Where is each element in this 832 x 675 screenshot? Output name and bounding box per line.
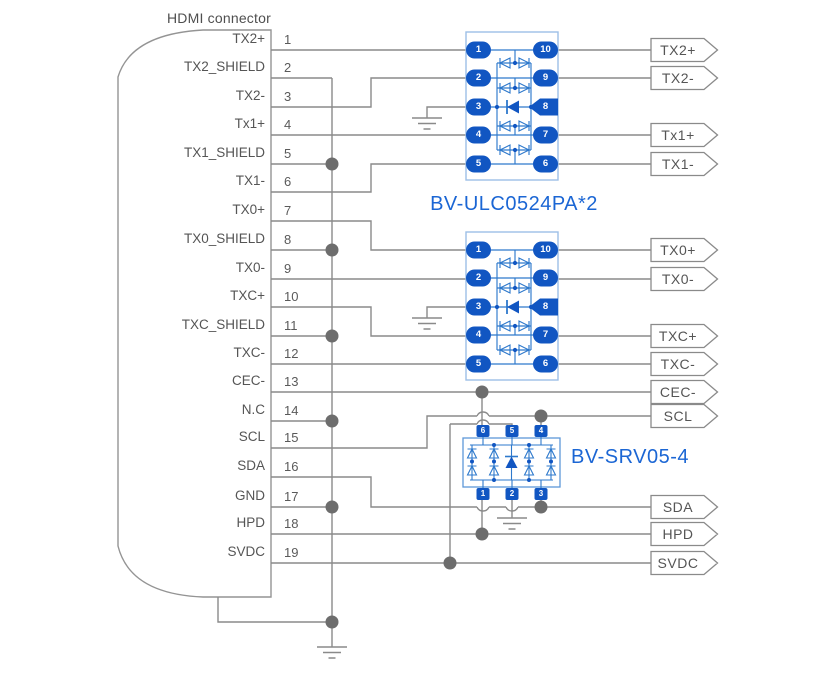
pin-number: 16 [284,459,299,474]
ic-pin-number: 7 [542,329,549,340]
ic-pin-number: 9 [542,72,549,83]
tag-SVDC: SVDC [657,555,699,571]
pin-label-TXC-: TXC- [233,345,265,360]
srv-pin-number: 5 [509,426,515,435]
ic-pin-number: 2 [475,72,482,83]
pin-number: 2 [284,60,292,75]
pin-number: 18 [284,516,299,531]
pin-label-TX2+: TX2+ [232,31,265,46]
ic-label-bv-srv05: BV-SRV05-4 [571,446,690,468]
srv-pin-number: 2 [509,489,515,498]
ic-pin-number: 7 [542,129,549,140]
ic-label-bv-ulc0524pa: BV-ULC0524PA*2 [430,193,598,215]
ic-pin-number: 8 [542,301,549,312]
ic-pin-number: 3 [475,101,482,112]
pin-number: 8 [284,232,292,247]
pin-number: 3 [284,89,292,104]
ground-icon [412,318,442,329]
pin-number: 14 [284,403,299,418]
pin-label-CEC-: CEC- [232,373,265,388]
signal-wires [271,50,651,563]
pin-number: 13 [284,374,299,389]
ic-pin-number: 5 [475,358,482,369]
tag-TX2-: TX2- [661,70,695,86]
pin-label-N.C: N.C [241,402,265,417]
pin-label-TX1-: TX1- [235,173,265,188]
pin-label-TX1_SHIELD: TX1_SHIELD [183,145,265,160]
pin-label-SDA: SDA [237,458,265,473]
ic-pin-number: 1 [475,244,482,255]
pin-label-SCL: SCL [238,429,265,444]
pin-label-HPD: HPD [236,515,265,530]
tag-SDA: SDA [662,499,694,515]
tag-TXC-: TXC- [660,356,696,372]
pin-label-Tx1+: Tx1+ [234,116,265,131]
pin-number: 5 [284,146,292,161]
srv-pin-number: 6 [480,426,486,435]
output-tags [651,39,718,575]
pin-number: 19 [284,545,299,560]
ic-pin-number: 6 [542,158,549,169]
ic-pin-number: 4 [475,329,482,340]
tag-TX2+: TX2+ [660,42,696,58]
pin-number: 7 [284,203,292,218]
ic-pin-number: 2 [475,272,482,283]
pin-number: 17 [284,489,299,504]
pin-label-GND: GND [235,488,265,503]
tag-TXC+: TXC+ [658,328,698,344]
pin-label-TXC_SHIELD: TXC_SHIELD [181,317,265,332]
ic-pin-number: 1 [475,44,482,55]
pin-number: 1 [284,32,292,47]
pin-number: 6 [284,174,292,189]
srv-pin-number: 4 [538,426,544,435]
ic-pin-number: 5 [475,158,482,169]
connector-title: HDMI connector [167,10,271,26]
pin-label-TXC+: TXC+ [230,288,265,303]
ground-icon [317,647,347,658]
pin-number: 4 [284,117,292,132]
junction-dots [326,158,548,629]
tag-Tx1+: Tx1+ [661,127,695,143]
pin-label-TX0+: TX0+ [232,202,265,217]
ground-icon [412,118,442,129]
pin-label-TX2_SHIELD: TX2_SHIELD [183,59,265,74]
pin-number: 11 [284,318,298,333]
pin-label-TX2-: TX2- [235,88,265,103]
pin-label-TX0-: TX0- [235,260,265,275]
tag-CEC-: CEC- [659,384,697,400]
pin-number: 10 [284,289,299,304]
ic-pin-number: 9 [542,272,549,283]
pin-number: 15 [284,430,299,445]
ground-icon [497,518,527,529]
tag-HPD: HPD [662,526,694,542]
srv-pin-number: 1 [480,489,486,498]
ic-pin-number: 6 [542,358,549,369]
tag-TX0+: TX0+ [660,242,696,258]
pin-label-TX0_SHIELD: TX0_SHIELD [183,231,265,246]
tag-SCL: SCL [663,408,693,424]
ic-pin-number: 4 [475,129,482,140]
ic-pin-number: 3 [475,301,482,312]
pin-number: 9 [284,261,292,276]
ic-pin-number: 10 [540,244,551,255]
pin-label-SVDC: SVDC [227,544,265,559]
tag-TX0-: TX0- [661,271,695,287]
srv-pin-number: 3 [538,489,544,498]
pin-number: 12 [284,346,299,361]
tag-TX1-: TX1- [661,156,695,172]
ic-pin-number: 10 [540,44,551,55]
ic-pin-number: 8 [542,101,549,112]
